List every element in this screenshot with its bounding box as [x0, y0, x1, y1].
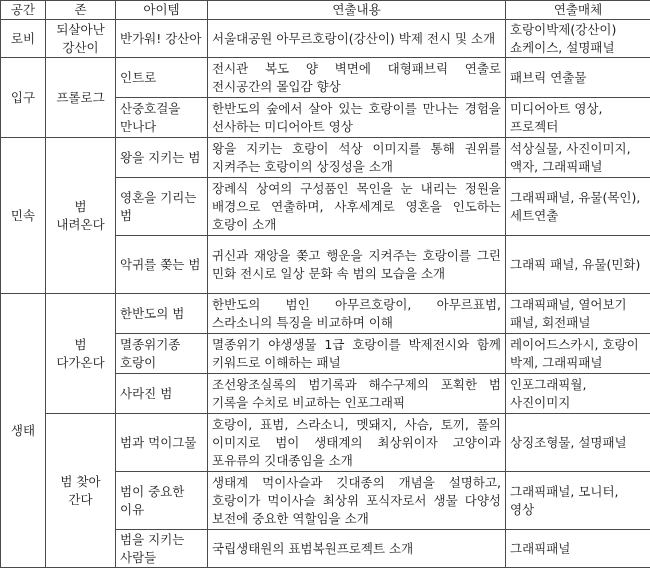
media-cell: 그래픽패널, 유물(목인), 세트연출 [506, 178, 650, 236]
item-cell: 영혼을 기리는 범 [116, 178, 208, 236]
space-cell: 민속 [1, 138, 46, 294]
table-row [1, 20, 650, 58]
content-cell: 서울대공원 아무르호랑이(강산이) 박제 전시 및 소개 [208, 20, 506, 58]
media-cell: 호랑이박제(강산이) 쇼케이스, 설명패널 [506, 20, 650, 58]
content-cell: 귀신과 재앙을 쫒고 행운을 지켜주는 호랑이를 그린 민화 전시로 일상 문화 속 범의 모습을 소개 [208, 236, 506, 294]
header-content: 연출내용 [208, 1, 506, 20]
content-cell: 조선왕조실록의 범기록과 해수구제의 포획한 범 기록을 수치로 비교하는 인포그래픽 [208, 374, 506, 414]
content-cell: 왕을 지키는 호랑이 석상 이미지를 통해 권위를 지켜주는 호랑이의 상징성을 소개 [208, 138, 506, 178]
content-cell: 전시관 복도 양 벽면에 대형패브릭 연출로 전시공간의 몰입감 향상 [208, 58, 506, 98]
table-row [1, 294, 650, 334]
item-cell: 악귀를 쫒는 범 [116, 236, 208, 294]
item-cell: 사라진 범 [116, 374, 208, 414]
header-space: 공간 [1, 1, 46, 20]
space-cell: 로비 [1, 20, 46, 58]
content-cell: 멸종위기 야생생물 1급 호랑이를 박제전시와 함께 키워드로 이해하는 패널 [208, 334, 506, 374]
media-cell: 석상실물, 사진이미지, 액자, 그래픽패널 [506, 138, 650, 178]
item-cell: 범이 중요한 이유 [116, 472, 208, 530]
item-cell: 멸종위기종 호랑이 [116, 334, 208, 374]
media-cell: 그래픽패널, 열어보기 패널, 회전패널 [506, 294, 650, 334]
media-cell: 그래픽패널, 모니터, 영상 [506, 472, 650, 530]
item-cell: 왕을 지키는 범 [116, 138, 208, 178]
media-cell: 미디어아트 영상, 프로젝터 [506, 98, 650, 138]
item-cell: 한반도의 범 [116, 294, 208, 334]
item-cell: 범과 먹이그물 [116, 414, 208, 472]
content-cell: 장례식 상여의 구성품인 목인을 눈 내리는 정원을 배경으로 연출하며, 사후세계로 영혼을 인도하는 호랑이 소개 [208, 178, 506, 236]
zone-cell: 프롤로그 [46, 58, 116, 138]
header-media: 연출매체 [506, 1, 650, 20]
table-row [1, 414, 650, 472]
space-cell: 입구 [1, 58, 46, 138]
media-cell: 레이어드스카시, 호랑이 박제, 그래픽패널 [506, 334, 650, 374]
item-cell: 반가워! 강산아 [116, 20, 208, 58]
zone-cell: 되살아난 강산이 [46, 20, 116, 58]
content-cell: 한반도의 숲에서 살아 있는 호랑이를 만나는 경험을 선사하는 미디어아트 영상 [208, 98, 506, 138]
media-cell: 상징조형물, 설명패널 [506, 414, 650, 472]
content-cell: 국립생태원의 표범복원프로젝트 소개 [208, 530, 506, 568]
media-cell: 패브릭 연출물 [506, 58, 650, 98]
header-item: 아이템 [116, 1, 208, 20]
header-zone: 존 [46, 1, 116, 20]
item-cell: 산중호걸을 만나다 [116, 98, 208, 138]
media-cell: 그래픽 패널, 유물(민화) [506, 236, 650, 294]
item-cell: 인트로 [116, 58, 208, 98]
media-cell: 그래픽패널 [506, 530, 650, 568]
space-cell: 생태 [1, 294, 46, 568]
content-cell: 한반도의 범인 아무르호랑이, 아무르표범, 스라소니의 특징을 비교하며 이해 [208, 294, 506, 334]
zone-cell: 범 내려온다 [46, 138, 116, 294]
media-cell: 인포그래픽월, 사진이미지 [506, 374, 650, 414]
content-cell: 생태계 먹이사슬과 깃대종의 개념을 설명하고, 호랑이가 먹이사슬 최상위 포식자로서 생물 다양성 보전에 중요한 역할임을 소개 [208, 472, 506, 530]
table-row [1, 138, 650, 178]
item-cell: 범을 지키는 사람들 [116, 530, 208, 568]
header-row [1, 1, 650, 20]
table-row [1, 58, 650, 98]
content-cell: 호랑이, 표범, 스라소니, 멧돼지, 사슴, 토끼, 풀의 이미지로 범이 생태계의 최상위이자 고양이과 포유류의 깃대종임을 소개 [208, 414, 506, 472]
zone-cell: 범 찾아 간다 [46, 414, 116, 568]
zone-cell: 범 다가온다 [46, 294, 116, 414]
